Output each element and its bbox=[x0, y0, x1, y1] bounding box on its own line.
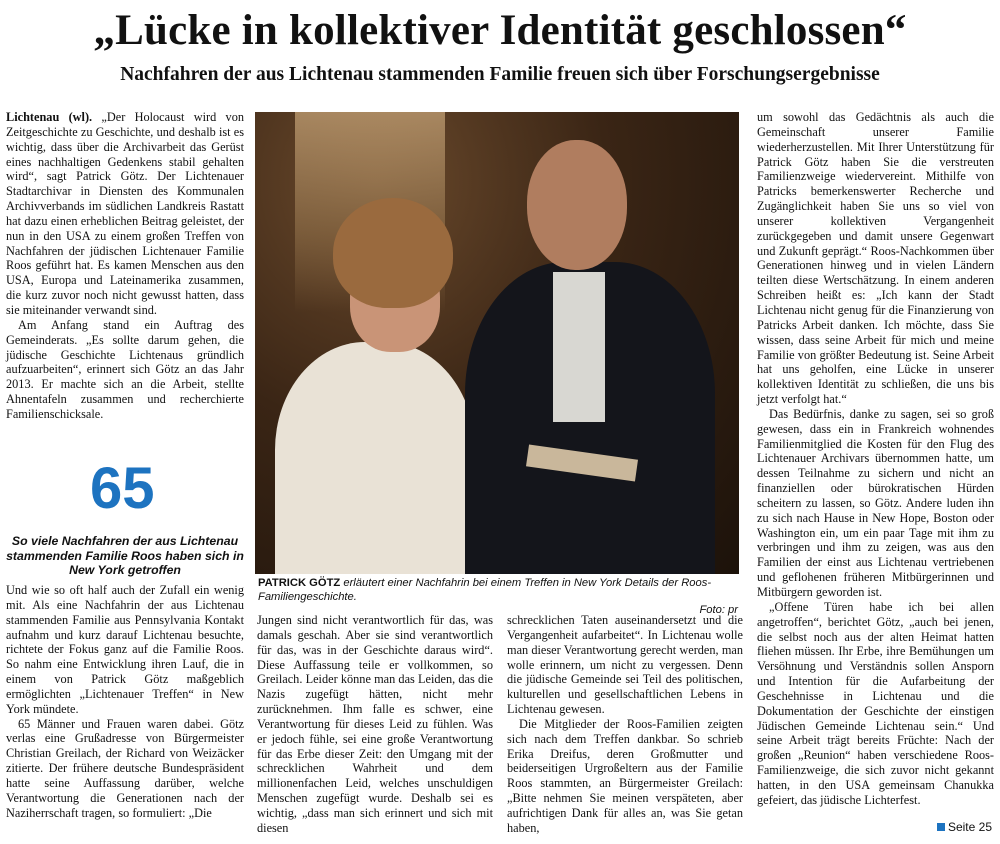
photo-woman-hair bbox=[333, 198, 453, 308]
column-2-lower bbox=[257, 613, 493, 836]
paragraph: Die Mitglieder der Roos-Familien zeigten sich nach dem Treffen dankbar. So schrieb Erika Dreifus, deren Großmutter und beiderseitigen Urgroßeltern aus der Familie Roos stammten, an Bürgermeister Greilach: „Bitte nehmen Sie meinen verspäteten, aber aufrichtigen Dank für alles an, was Sie getan haben, bbox=[507, 716, 743, 835]
square-marker-icon bbox=[937, 823, 945, 831]
dateline: Lichtenau (wl). bbox=[6, 110, 93, 124]
caption-text: erläutert einer Nachfahrin bei einem Treffen in New York Details der Roos-Familiengeschichte. bbox=[258, 577, 712, 603]
photo-caption bbox=[258, 577, 738, 618]
paragraph: Und wie so oft half auch der Zufall ein wenig mit. Als eine Nachfahrin der aus Lichtenau stammenden Familie aus Pennsylvania Kontakt aufnahm und kurz darauf Lichtenau besuchte, richtete der Fokus ganz auf die Familie Roos. So nahm eine Entwicklung ihren Lauf, die in einem von Patrick Götz maßgeblich ermöglichten „Lichtenauer Treffen“ in New York mündete. bbox=[6, 583, 244, 716]
column-4 bbox=[757, 110, 994, 808]
photo-credit: Foto: pr bbox=[699, 604, 738, 616]
headline: „Lücke in kollektiver Identität geschlossen“ bbox=[93, 7, 907, 54]
factbox-caption: So viele Nachfahren der aus Lichtenau stammenden Familie Roos haben sich in New York getroffen bbox=[6, 534, 244, 578]
paragraph bbox=[6, 110, 244, 318]
paragraph: Das Bedürfnis, danke zu sagen, sei so groß gewesen, dass ein in Frankreich wohnendes Familienmitglied die Kosten für den Flug des Lichtenauer Archivars übernommen hatte, um dessen Teilnahme zu sichern und nicht an finanziellen oder bürokratischen Hürden scheitern zu lassen, so Götz. Andere luden ihn zu sich nach Hause in New Hope, Boston oder Washington ein, um ein paar Tage mit ihm zu verbringen und ihm zu zeigen, was aus den Familien der einst aus Lichtenau vertriebenen und geflohenen früheren Mitbürgerinnen und Mitbürgern geworden ist. bbox=[757, 406, 994, 599]
paragraph: um sowohl das Gedächtnis als auch die Gemeinschaft unserer Familie wiederherzustellen. Mit Ihrer Unterstützung für Patrick Götz haben Sie die verstreuten Familienzweige wiedervereint. Mithilfe von Patricks bemerkenswerter Recherche und Zugänglichkeit haben Sie uns so viel von unserer kollektiven Vergangenheit zurückgegeben und damit unsere Gegenwart und Zukunft geprägt.“ Roos-Nachkommen über Generationen hinweg und in vielen Ländern teilten diese Wertschätzung. In einem anderen Schreiben heißt es: „Ich kann der Stadt Lichtenau nicht genug für die Finanzierung von Patricks Arbeit danken. Ich möchte, dass Sie wissen, dass seine Arbeit für mich und meine Familie von größter Bedeutung ist. Seine Arbeit hat uns geholfen, eine Lücke in unserer kollektiven Identität zu schließen, die uns bis jetzt verfolgt hat.“ bbox=[757, 110, 994, 407]
article-photo bbox=[255, 112, 739, 574]
photo-man-shirt bbox=[553, 272, 605, 422]
photo-man-head bbox=[527, 140, 627, 270]
paragraph: „Offene Türen habe ich bei allen angetroffen“, berichtet Götz, „auch bei jenen, die selbst noch aus der alten Heimat hatten fliehen müssen. Ihr Erbe, ihre Bemühungen um Versöhnung und Verständnis sollen Ansporn und Intention für die Aufarbeitung der Geschehnisse in Lichtenau und die Dokumentation der Geschichte der einstigen Jüdischen Gemeinde Lichtenau sein.“ Und seine Arbeit trägt bereits Früchte: Nach der großen „Reunion“ haben verschiedene Roos-Familienzweige, die sich zuvor nicht gekannt hatten, in den USA gemeinsam Chanukka gefeiert, das jüdische Lichterfest. bbox=[757, 599, 994, 807]
paragraph: Jungen sind nicht verantwortlich für das, was damals geschah. Aber sie sind verantwortlich für das, was in der Geschichte daraus wird“. Diese Auffassung teile er vollkommen, so Greilach. Leider könne man das Leiden, das die Nazis zugefügt hätten, nicht mehr zurücknehmen. Ihm falle es schwer, eine Verantwortung für dieses Leid zu fühlen. Was er jedoch fühle, sei eine große Verantwortung für das Erbe dieser Zeit: den Umgang mit der schrecklichen Wahrheit und dem millionenfachen Leid, welches unschuldigen Menschen zugefügt wurde. Deshalb sei es wichtig, „dass man sich erinnert und sich mit diesen bbox=[257, 613, 493, 835]
paragraph: 65 Männer und Frauen waren dabei. Götz verlas eine Grußadresse von Bürgermeister Christian Greilach, der Richard von Weizäcker zitierte. Der frühere deutsche Bundespräsident hatte seine Auffassung darüber, welche Verantwortung die Generationen nach der Naziherrschaft tragen, so formuliert: „Die bbox=[6, 716, 244, 820]
caption-name: PATRICK GÖTZ bbox=[258, 577, 341, 589]
factbox-number: 65 bbox=[90, 456, 155, 521]
paragraph: schrecklichen Taten auseinandersetzt und die Vergangenheit aufarbeitet“. In Lichtenau wolle man dieser Verantwortung gerecht werden, man wolle erinnern, um nicht zu vergessen. Denn die jüdische Gemeinde sei Teil des politischen, kulturellen und gesellschaftlichen Lebens in Lichtenau gewesen. bbox=[507, 613, 743, 717]
photo-woman-figure bbox=[275, 342, 475, 574]
column-1-lower bbox=[6, 583, 244, 821]
paragraph-text: „Der Holocaust wird von Zeitgeschichte zu Geschichte, und deshalb ist es wichtig, dass über die Archivarbeit das Gerüst eines nachhaltigen Gedenkens stabil gehalten wird“, sagt Patrick Götz. Der Lichtenauer Stadtarchivar in Diensten des Kommunalen Archivverbands im südlichen Landkreis Rastatt hat dazu einen erheblichen Beitrag geleistet, der nun in den USA zu einem großen Treffen von Nachfahren der jüdischen Lichtenauer Familie Roos geführt hat. Es kamen Menschen aus den USA, Europa und Lateinamerika zusammen, die kurz zuvor noch nicht gewusst hatten, dass sie miteinander verwandt sind. bbox=[6, 110, 244, 317]
page-reference bbox=[937, 820, 992, 834]
page-reference-text: Seite 25 bbox=[947, 820, 992, 834]
column-1-upper bbox=[6, 110, 244, 422]
subheadline: Nachfahren der aus Lichtenau stammenden Familie freuen sich über Forschungsergebnisse bbox=[120, 64, 880, 85]
column-3-lower bbox=[507, 613, 743, 836]
paragraph: Am Anfang stand ein Auftrag des Gemeinderats. „Es sollte darum gehen, die jüdische Geschichte Lichtenaus gründlich aufzuarbeiten“, erinnert sich Götz an das Jahr 2013. Er machte sich an die Arbeit, stellte Ahnentafeln zusammen und recherchierte Familienschicksale. bbox=[6, 317, 244, 421]
